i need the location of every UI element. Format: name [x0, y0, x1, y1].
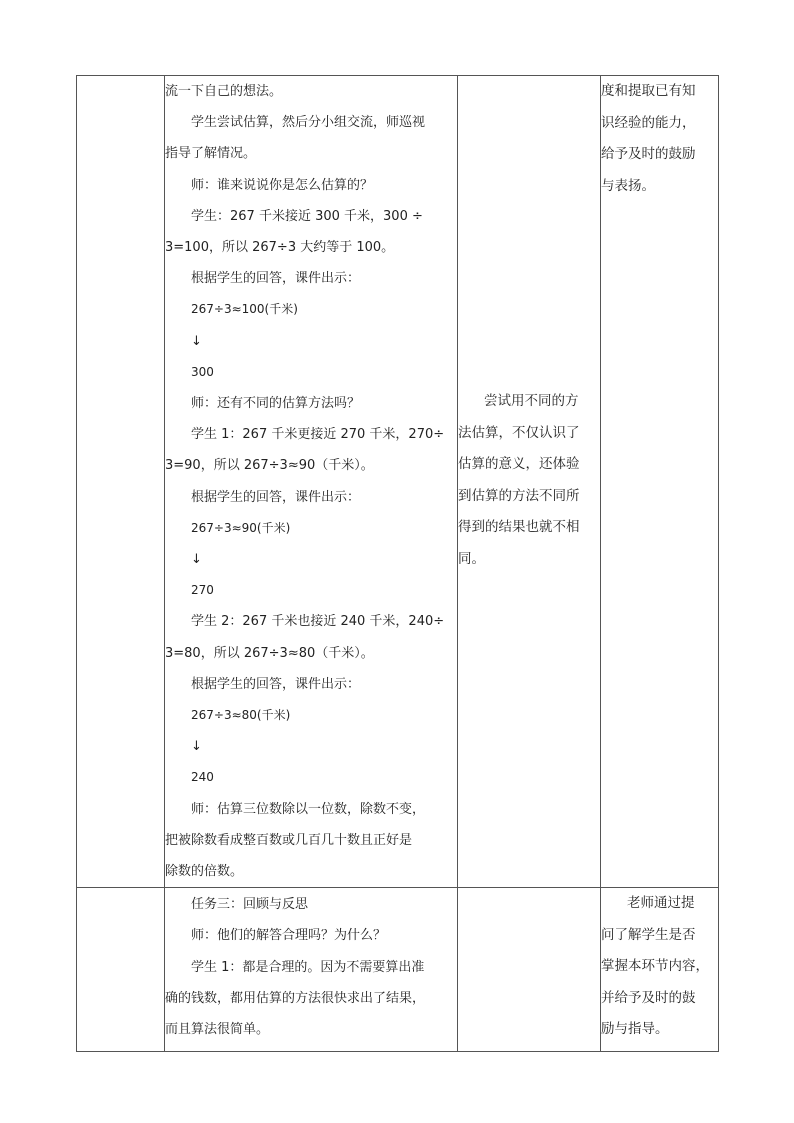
activity-line: 估算的意义，还体验	[458, 456, 580, 472]
process-line: 流一下自己的想法。	[165, 84, 283, 99]
activity-line: 尝试用不同的方	[484, 393, 579, 409]
teaching-process-cell	[165, 888, 458, 1052]
activity-line: 到估算的方法不同所	[458, 487, 580, 504]
process-line: 确的钱数，都用估算的方法很快求出了结果，	[165, 990, 426, 1006]
estimate-formula: 267÷3≈100(千米)	[191, 302, 298, 317]
estimate-number: 240	[191, 770, 214, 785]
estimate-formula: 267÷3≈90(千米)	[191, 520, 291, 535]
process-line: 学生 1：267 千米更接近 270 千米，270÷	[191, 427, 445, 443]
process-line: 师：还有不同的估算方法吗？	[191, 396, 361, 412]
process-line: 3=90，所以 267÷3≈90（千米）。	[165, 458, 374, 474]
process-line: 学生：267 千米接近 300 千米，300 ÷	[191, 208, 423, 224]
process-line: 师：谁来说说你是怎么估算的？	[191, 177, 374, 193]
process-line: 3=100，所以 267÷3 大约等于 100。	[165, 240, 395, 256]
activity-line: 得到的结果也就不相	[458, 519, 580, 535]
estimate-number: 300	[191, 364, 214, 379]
process-line: 根据学生的回答，课件出示：	[191, 489, 361, 505]
lesson-plan-table	[76, 75, 719, 1052]
estimate-formula: 267÷3≈80(千米)	[191, 708, 291, 723]
table-row	[77, 888, 719, 1052]
intent-line: 与表扬。	[601, 177, 655, 194]
process-line: 根据学生的回答，课件出示：	[191, 271, 361, 287]
stage-cell	[77, 888, 165, 1052]
intent-line: 并给予及时的鼓	[601, 989, 696, 1006]
intent-line: 掌握本环节内容，	[601, 958, 709, 975]
process-line: 学生 1：都是合理的。因为不需要算出准	[191, 959, 425, 975]
design-intent-cell	[601, 76, 719, 888]
process-line: 除数的倍数。	[165, 864, 244, 880]
process-line: 根据学生的回答，课件出示：	[191, 676, 361, 692]
process-line: 学生尝试估算，然后分小组交流，师巡视	[191, 115, 426, 131]
process-line: 3=80，所以 267÷3≈80（千米）。	[165, 645, 374, 661]
student-activity-cell	[458, 76, 601, 888]
teaching-process-cell	[165, 76, 458, 888]
intent-line: 老师通过提	[627, 895, 695, 912]
down-arrow-icon: ↓	[191, 333, 202, 349]
down-arrow-icon: ↓	[191, 552, 202, 568]
intent-line: 识经验的能力，	[601, 114, 696, 131]
process-line: 指导了解情况。	[165, 146, 257, 162]
process-line: 而且算法很简单。	[165, 1022, 270, 1038]
activity-line: 同。	[458, 550, 485, 567]
intent-line: 励与指导。	[601, 1021, 669, 1038]
intent-line: 给予及时的鼓励	[601, 146, 696, 162]
estimate-number: 270	[191, 583, 214, 598]
process-line: 师：估算三位数除以一位数，除数不变，	[191, 801, 426, 817]
process-line: 学生 2：267 千米也接近 240 千米，240÷	[191, 614, 445, 630]
down-arrow-icon: ↓	[191, 739, 202, 755]
stage-cell	[77, 76, 165, 888]
student-activity-cell	[458, 888, 601, 1052]
process-line: 任务三：回顾与反思	[191, 897, 309, 913]
process-line: 把被除数看成整百数或几百几十数且正好是	[165, 832, 413, 848]
design-intent-cell	[601, 888, 719, 1052]
process-line: 师：他们的解答合理吗？为什么？	[191, 928, 387, 944]
intent-line: 问了解学生是否	[601, 926, 696, 943]
table-row	[77, 76, 719, 888]
activity-line: 法估算，不仅认识了	[458, 424, 580, 441]
intent-line: 度和提取已有知	[601, 83, 696, 99]
